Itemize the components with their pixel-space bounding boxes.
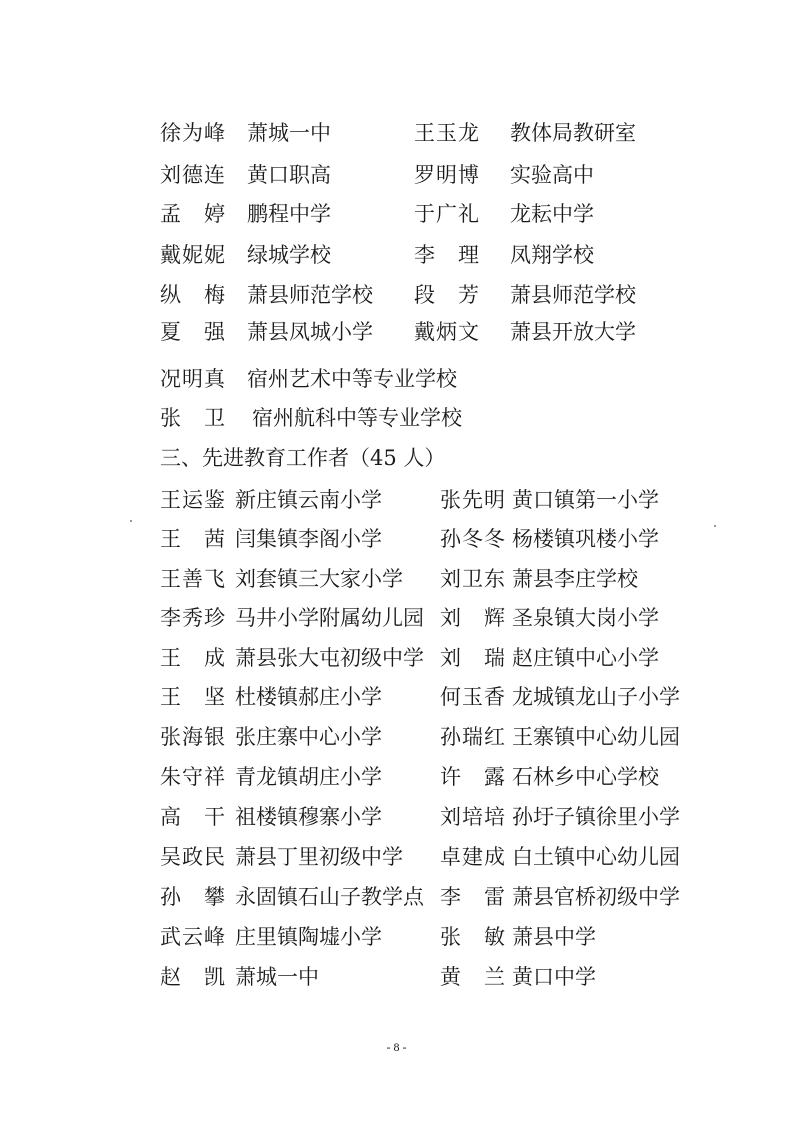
person-name: 王 成 — [160, 646, 226, 670]
school-name: 萧城一中 — [235, 965, 319, 989]
school-name: 萧城一中 — [247, 121, 331, 145]
school-name: 龙耘中学 — [510, 202, 594, 226]
person-name: 罗明博 — [414, 163, 480, 187]
person-name: 夏 强 — [160, 320, 226, 344]
school-name: 王寨镇中心幼儿园 — [512, 725, 680, 749]
school-name: 新庄镇云南小学 — [235, 488, 382, 512]
school-name: 萧县凤城小学 — [247, 320, 373, 344]
list-item — [0, 682, 793, 712]
person-name: 王 茜 — [160, 527, 226, 551]
list-item — [0, 364, 793, 394]
person-name: 王玉龙 — [414, 121, 480, 145]
person-name: 孙瑞红 — [440, 725, 506, 749]
school-name: 祖楼镇穆寨小学 — [235, 805, 382, 829]
list-item — [0, 280, 793, 310]
person-name: 刘 瑞 — [440, 646, 506, 670]
person-name: 王善飞 — [160, 567, 226, 591]
person-name: 张海银 — [160, 725, 226, 749]
school-name: 萧县师范学校 — [510, 283, 636, 307]
list-item — [0, 962, 793, 992]
person-name: 刘培培 — [440, 805, 506, 829]
person-name: 刘卫东 — [440, 567, 506, 591]
school-name: 萧县官桥初级中学 — [512, 885, 680, 909]
school-name: 孙圩子镇徐里小学 — [512, 805, 680, 829]
school-name: 白土镇中心幼儿园 — [512, 845, 680, 869]
person-name: 徐为峰 — [160, 121, 226, 145]
person-name: 王 坚 — [160, 685, 226, 709]
school-name: 萧县张大屯初级中学 — [235, 646, 424, 670]
person-name: 孙 攀 — [160, 885, 226, 909]
person-name: 孙冬冬 — [440, 527, 506, 551]
school-name: 凤翔学校 — [510, 243, 594, 267]
person-name: 吴政民 — [160, 845, 226, 869]
school-name: 杨楼镇巩楼小学 — [512, 527, 659, 551]
school-name: 鹏程中学 — [247, 202, 331, 226]
school-name: 黄口职高 — [247, 163, 331, 187]
school-name: 马井小学附属幼儿园 — [235, 606, 424, 630]
person-name: 黄 兰 — [440, 965, 506, 989]
page-number: - 8 - — [386, 1040, 407, 1054]
section-heading: 三、先进教育工作者（45 人） — [160, 446, 446, 470]
school-name: 永固镇石山子教学点 — [235, 885, 424, 909]
list-item — [0, 922, 793, 952]
person-name: 况明真 — [160, 367, 226, 391]
person-name: 于广礼 — [414, 202, 480, 226]
person-name: 张先明 — [440, 488, 506, 512]
school-name: 圣泉镇大岗小学 — [512, 606, 659, 630]
school-name: 萧县李庄学校 — [512, 567, 638, 591]
list-item — [0, 882, 793, 912]
person-name: 许 露 — [440, 765, 506, 789]
person-name: 王运鉴 — [160, 488, 226, 512]
person-name: 戴炳文 — [414, 320, 480, 344]
person-name: 高 干 — [160, 805, 226, 829]
person-name: 孟 婷 — [160, 202, 226, 226]
school-name: 萧县开放大学 — [510, 320, 636, 344]
school-name: 实验高中 — [510, 163, 594, 187]
person-name: 戴妮妮 — [160, 243, 226, 267]
school-name: 宿州艺术中等专业学校 — [247, 367, 457, 391]
list-item — [0, 643, 793, 673]
school-name: 庄里镇陶墟小学 — [235, 925, 382, 949]
school-name: 黄口镇第一小学 — [512, 488, 659, 512]
list-item — [0, 564, 793, 594]
school-name: 张庄寨中心小学 — [235, 725, 382, 749]
scan-speck — [714, 525, 716, 527]
person-name: 何玉香 — [440, 685, 506, 709]
person-name: 刘 辉 — [440, 606, 506, 630]
person-name: 李 理 — [414, 243, 480, 267]
list-item — [0, 762, 793, 792]
list-item — [0, 802, 793, 832]
list-item — [0, 842, 793, 872]
list-item — [0, 603, 793, 633]
school-name: 萧县丁里初级中学 — [235, 845, 403, 869]
school-name: 宿州航科中等专业学校 — [252, 406, 462, 430]
school-name: 萧县师范学校 — [247, 283, 373, 307]
school-name: 杜楼镇郝庄小学 — [235, 685, 382, 709]
person-name: 李 雷 — [440, 885, 506, 909]
list-item — [0, 118, 793, 148]
person-name: 李秀珍 — [160, 606, 226, 630]
person-name: 张 敏 — [440, 925, 506, 949]
list-item — [0, 240, 793, 270]
school-name: 龙城镇龙山子小学 — [512, 685, 680, 709]
person-name: 段 芳 — [414, 283, 480, 307]
school-name: 青龙镇胡庄小学 — [235, 765, 382, 789]
school-name: 萧县中学 — [512, 925, 596, 949]
scan-speck — [130, 520, 132, 522]
school-name: 黄口中学 — [512, 965, 596, 989]
list-item — [0, 403, 793, 433]
list-item — [0, 722, 793, 752]
person-name: 武云峰 — [160, 925, 226, 949]
person-name: 卓建成 — [440, 845, 506, 869]
school-name: 闫集镇李阁小学 — [235, 527, 382, 551]
list-item — [0, 485, 793, 515]
school-name: 刘套镇三大家小学 — [235, 567, 403, 591]
list-item — [0, 317, 793, 347]
school-name: 教体局教研室 — [510, 121, 636, 145]
school-name: 绿城学校 — [247, 243, 331, 267]
list-item — [0, 199, 793, 229]
person-name: 朱守祥 — [160, 765, 226, 789]
list-item — [0, 524, 793, 554]
person-name: 刘德连 — [160, 163, 226, 187]
person-name: 纵 梅 — [160, 283, 226, 307]
school-name: 赵庄镇中心小学 — [512, 646, 659, 670]
person-name: 张 卫 — [160, 406, 226, 430]
school-name: 石林乡中心学校 — [512, 765, 659, 789]
list-item — [0, 160, 793, 190]
person-name: 赵 凯 — [160, 965, 226, 989]
